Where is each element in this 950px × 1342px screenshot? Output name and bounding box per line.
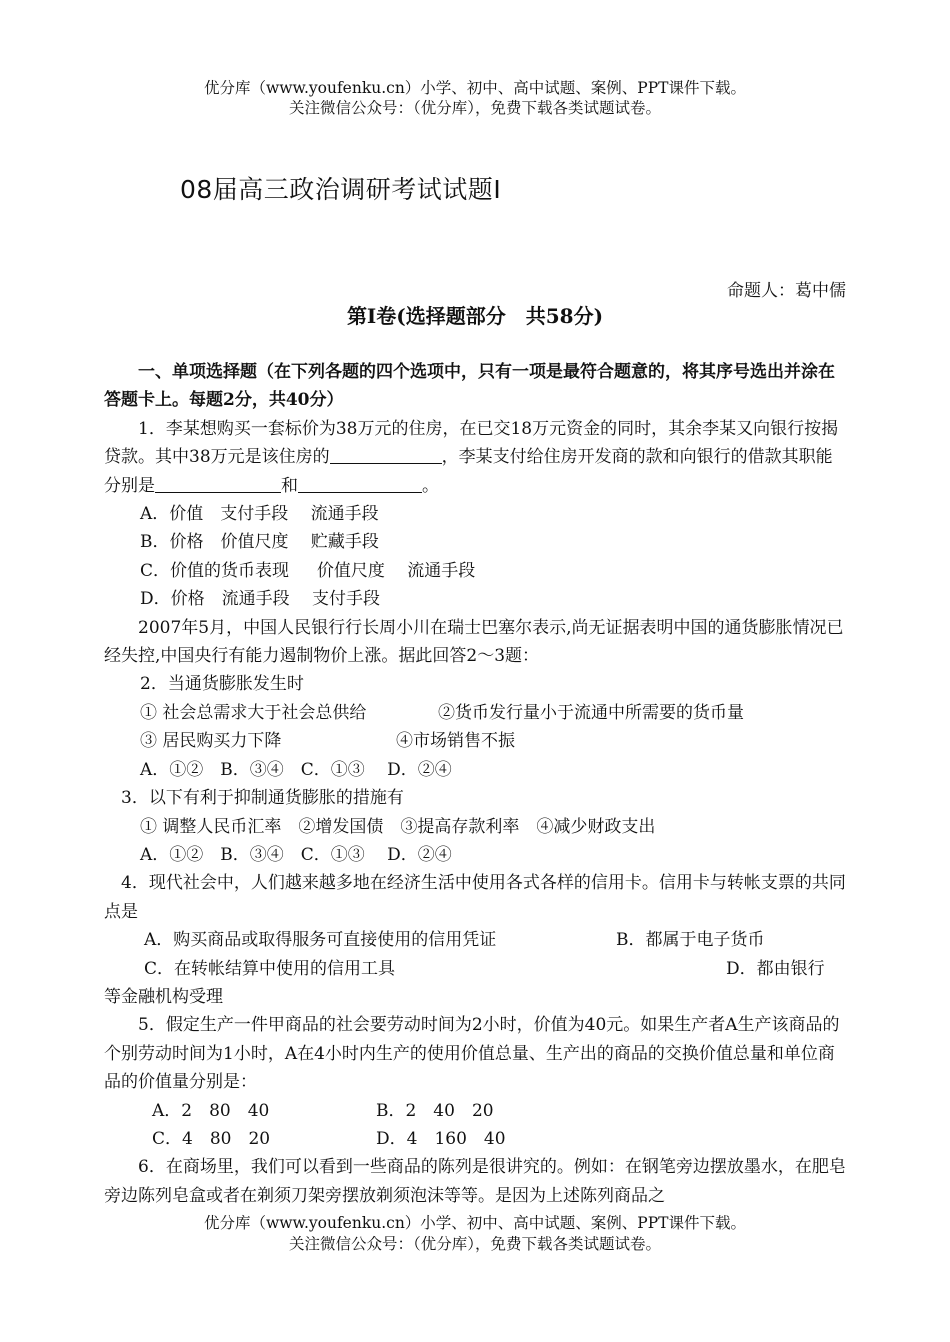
- answer-blank: [330, 445, 442, 464]
- header-line-1: 优分库（www.youfenku.cn）小学、初中、高中试题、案例、PPT课件下载。: [203, 79, 747, 97]
- q3-items: ① 调整人民币汇率 ②增发国债 ③提高存款利率 ④减少财政支出: [140, 816, 656, 837]
- exam-body: [104, 358, 846, 1210]
- footer-line-2: 关注微信公众号：（优分库），免费下载各类试题试卷。: [288, 1235, 661, 1253]
- q5-options-row-2: C．4 80 20 D．4 160 40: [152, 1128, 506, 1149]
- q4-option-d-continued: 等金融机构受理: [104, 986, 223, 1007]
- header-line-2: 关注微信公众号：（优分库），免费下载各类试题试卷。: [288, 99, 661, 117]
- question-3-stem: 3．以下有利于抑制通货膨胀的措施有: [121, 788, 404, 809]
- q1-option-a: A．价值 支付手段 流通手段: [140, 504, 379, 525]
- section-title: 第Ⅰ卷(选择题部分 共58分): [346, 304, 604, 328]
- question-1: 1．李某想购买一套标价为38万元的住房，在已交18万元资金的同时，其余李某又向银行按揭贷款。其中38万元是该住房的 ，李某支付给住房开发商的款和向银行的借款其职能分别是 和 。: [104, 418, 839, 496]
- question-4-stem: 4．现代社会中，人们越来越多地在经济生活中使用各式各样的信用卡。信用卡与转帐支票的共同点是: [104, 873, 846, 922]
- q5-options-row-1: A．2 80 40 B．2 40 20: [152, 1100, 494, 1121]
- q4-options-row-1: A．购买商品或取得服务可直接使用的信用凭证 B．都属于电子货币: [144, 930, 765, 951]
- question-6-stem: 6．在商场里，我们可以看到一些商品的陈列是很讲究的。例如：在钢笔旁边摆放墨水，在肥皂旁边陈列皂盒或者在剃须刀架旁摆放剃须泡沫等等。是因为上述陈列商品之: [104, 1157, 846, 1206]
- q2-answers: A．①② B．③④ C．①③ D．②④: [140, 759, 452, 780]
- q4-options-row-2: C．在转帐结算中使用的信用工具 D．都由银行: [144, 958, 825, 979]
- answer-blank: [298, 474, 422, 493]
- q1-option-b: B．价格 价值尺度 贮藏手段: [140, 532, 379, 553]
- footer-line-1: 优分库（www.youfenku.cn）小学、初中、高中试题、案例、PPT课件下载。: [203, 1214, 747, 1232]
- answer-blank: [155, 474, 281, 493]
- exam-author: 命题人：葛中儒: [727, 281, 846, 301]
- q1-option-c: C．价值的货币表现 价值尺度 流通手段: [140, 560, 476, 581]
- material-paragraph: 2007年5月，中国人民银行行长周小川在瑞士巴塞尔表示,尚无证据表明中国的通货膨胀情况已经失控,中国央行有能力遏制物价上涨。据此回答2～3题：: [104, 617, 844, 667]
- q2-items-row-2: ③ 居民购买力下降 ④市场销售不振: [140, 731, 515, 752]
- instruction: 一、单项选择题（在下列各题的四个选项中，只有一项是最符合题意的，将其序号选出并涂在答题卡上。每题2分，共40分）: [104, 362, 835, 411]
- question-5-stem: 5．假定生产一件甲商品的社会要劳动时间为2小时，价值为40元。如果生产者A生产该商品的个别劳动时间为1小时，A在4小时内生产的使用价值总量、生产出的商品的交换价值总量和单位商品的价值量分别是：: [104, 1015, 840, 1093]
- q1-option-d: D．价格 流通手段 支付手段: [140, 589, 381, 610]
- question-2-stem: 2．当通货膨胀发生时: [140, 674, 304, 695]
- q3-answers: A．①② B．③④ C．①③ D．②④: [140, 844, 452, 865]
- q2-items-row-1: ① 社会总需求大于社会总供给 ②货币发行量小于流通中所需要的货币量: [140, 702, 744, 723]
- exam-title: 08届高三政治调研考试试题Ⅰ: [180, 175, 502, 204]
